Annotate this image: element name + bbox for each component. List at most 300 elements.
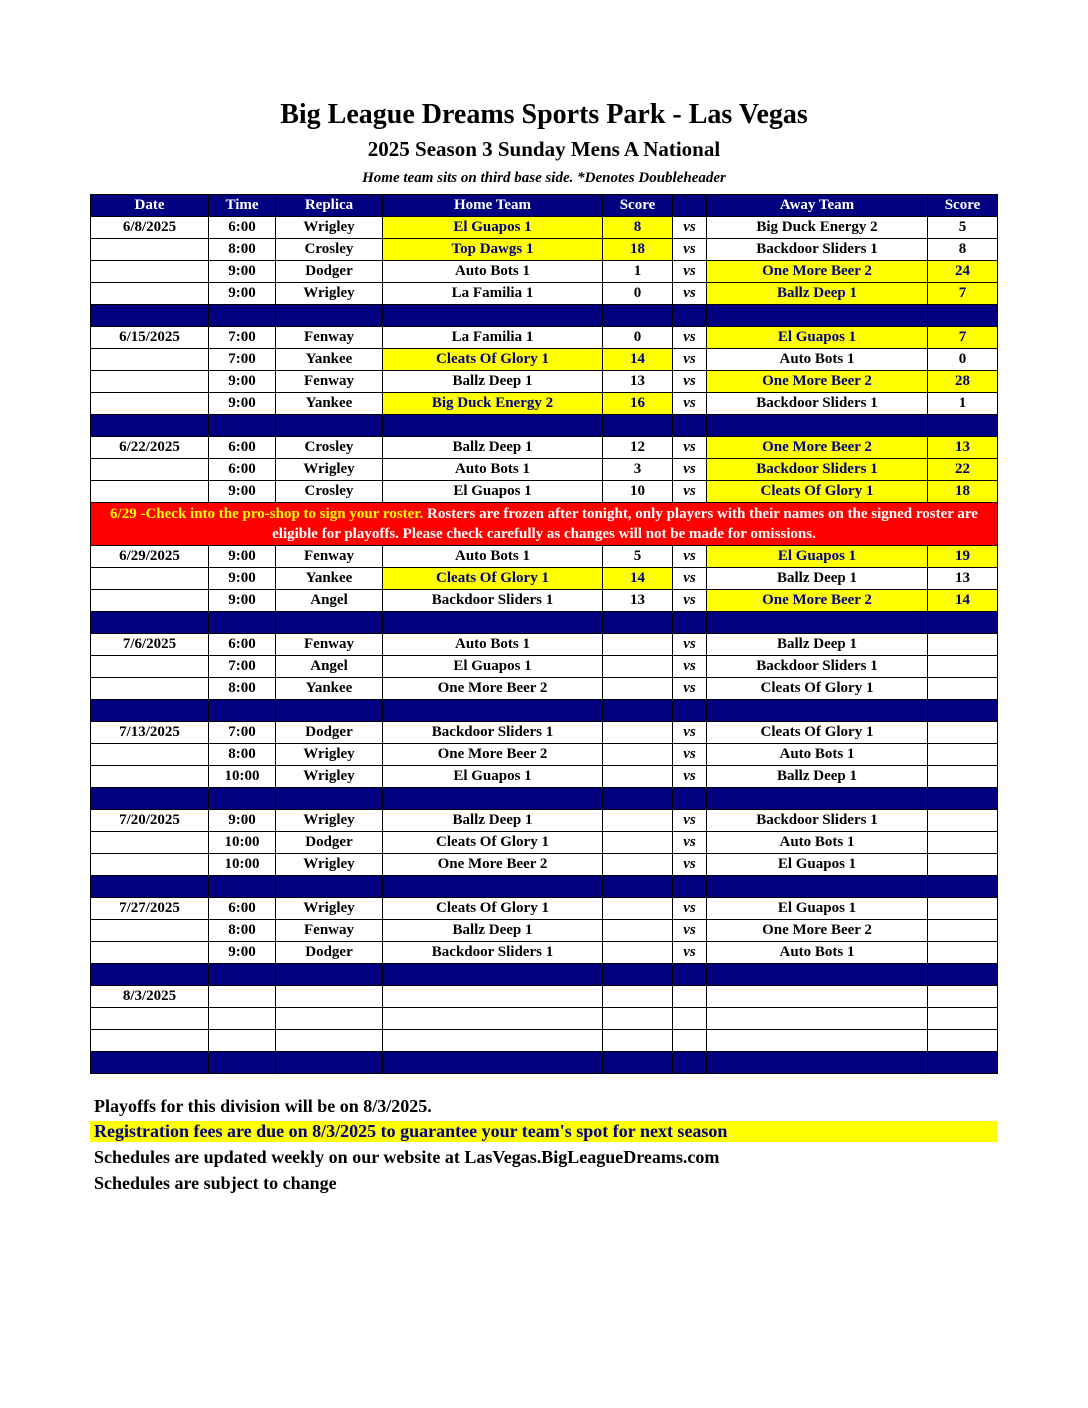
separator-cell xyxy=(383,1052,603,1074)
vs-label: vs xyxy=(673,656,707,678)
game-field: Yankee xyxy=(276,678,383,700)
game-row xyxy=(91,854,998,876)
home-score xyxy=(603,920,673,942)
game-date xyxy=(91,481,209,503)
empty-cell xyxy=(276,1030,383,1052)
home-score: 14 xyxy=(603,568,673,590)
game-date xyxy=(91,1008,209,1030)
separator-cell xyxy=(707,788,928,810)
game-row xyxy=(91,832,998,854)
game-date xyxy=(91,920,209,942)
away-score: 1 xyxy=(928,393,998,415)
empty-cell xyxy=(928,1030,998,1052)
separator-cell xyxy=(673,1052,707,1074)
schedule-body xyxy=(91,217,998,1074)
game-row xyxy=(91,437,998,459)
separator-cell xyxy=(91,612,209,634)
empty-cell xyxy=(603,1008,673,1030)
separator-cell xyxy=(707,700,928,722)
game-row xyxy=(91,371,998,393)
game-row xyxy=(91,327,998,349)
game-date: 6/8/2025 xyxy=(91,217,209,239)
away-team: El Guapos 1 xyxy=(707,546,928,568)
separator-cell xyxy=(928,788,998,810)
away-team: Big Duck Energy 2 xyxy=(707,217,928,239)
away-team: One More Beer 2 xyxy=(707,920,928,942)
vs-label: vs xyxy=(673,920,707,942)
game-row xyxy=(91,920,998,942)
page-subtitle: 2025 Season 3 Sunday Mens A National xyxy=(367,137,721,161)
week-separator xyxy=(91,700,998,722)
home-team: La Familia 1 xyxy=(383,327,603,349)
home-team: Ballz Deep 1 xyxy=(383,371,603,393)
game-time: 7:00 xyxy=(209,349,276,371)
vs-label: vs xyxy=(673,854,707,876)
vs-label: vs xyxy=(673,568,707,590)
week-separator xyxy=(91,305,998,327)
game-time: 8:00 xyxy=(209,239,276,261)
game-time: 10:00 xyxy=(209,854,276,876)
empty-cell xyxy=(603,986,673,1008)
separator-cell xyxy=(91,305,209,327)
game-field: Wrigley xyxy=(276,810,383,832)
game-date: 6/29/2025 xyxy=(91,546,209,568)
empty-cell xyxy=(209,1030,276,1052)
home-team: La Familia 1 xyxy=(383,283,603,305)
home-team: One More Beer 2 xyxy=(383,854,603,876)
home-team: Auto Bots 1 xyxy=(383,634,603,656)
game-row xyxy=(91,261,998,283)
roster-notice-highlight: 6/29 -Check into the pro-shop to sign your roster. xyxy=(110,506,424,522)
home-score xyxy=(603,656,673,678)
separator-cell xyxy=(928,305,998,327)
away-team: Auto Bots 1 xyxy=(707,744,928,766)
separator-cell xyxy=(673,305,707,327)
game-time: 6:00 xyxy=(209,634,276,656)
away-score xyxy=(928,656,998,678)
game-date xyxy=(91,349,209,371)
separator-cell xyxy=(276,788,383,810)
game-time: 9:00 xyxy=(209,393,276,415)
game-field: Dodger xyxy=(276,832,383,854)
schedule-table xyxy=(90,194,998,1074)
away-score xyxy=(928,920,998,942)
vs-label: vs xyxy=(673,722,707,744)
vs-label: vs xyxy=(673,371,707,393)
header-date: Date xyxy=(91,195,209,217)
separator-cell xyxy=(209,305,276,327)
game-field: Crosley xyxy=(276,437,383,459)
home-score xyxy=(603,744,673,766)
page-title: Big League Dreams Sports Park - Las Vegas xyxy=(280,99,808,130)
separator-cell xyxy=(707,964,928,986)
game-row xyxy=(91,590,998,612)
away-score: 18 xyxy=(928,481,998,503)
away-team: El Guapos 1 xyxy=(707,327,928,349)
game-time: 9:00 xyxy=(209,371,276,393)
empty-cell xyxy=(383,1008,603,1030)
home-team: Cleats Of Glory 1 xyxy=(383,349,603,371)
game-date xyxy=(91,942,209,964)
game-field: Fenway xyxy=(276,371,383,393)
game-time: 8:00 xyxy=(209,920,276,942)
game-field: Fenway xyxy=(276,546,383,568)
home-team: El Guapos 1 xyxy=(383,481,603,503)
game-row xyxy=(91,898,998,920)
game-date xyxy=(91,656,209,678)
home-score xyxy=(603,832,673,854)
separator-cell xyxy=(673,612,707,634)
separator-cell xyxy=(276,964,383,986)
game-field: Fenway xyxy=(276,327,383,349)
away-score: 13 xyxy=(928,437,998,459)
away-score: 28 xyxy=(928,371,998,393)
away-team: Backdoor Sliders 1 xyxy=(707,239,928,261)
game-row xyxy=(91,942,998,964)
away-team: Backdoor Sliders 1 xyxy=(707,810,928,832)
away-score xyxy=(928,678,998,700)
empty-row xyxy=(91,1008,998,1030)
away-team: Auto Bots 1 xyxy=(707,942,928,964)
empty-cell xyxy=(209,1008,276,1030)
home-score xyxy=(603,634,673,656)
game-time: 8:00 xyxy=(209,678,276,700)
home-team: Cleats Of Glory 1 xyxy=(383,898,603,920)
header-replica: Replica xyxy=(276,195,383,217)
home-team: El Guapos 1 xyxy=(383,217,603,239)
footer-website: Schedules are updated weekly on our website at LasVegas.BigLeagueDreams.com xyxy=(94,1147,720,1167)
game-field: Fenway xyxy=(276,634,383,656)
home-score xyxy=(603,766,673,788)
game-field: Wrigley xyxy=(276,854,383,876)
away-team: One More Beer 2 xyxy=(707,261,928,283)
separator-cell xyxy=(603,1052,673,1074)
home-score: 5 xyxy=(603,546,673,568)
away-score: 19 xyxy=(928,546,998,568)
home-team: One More Beer 2 xyxy=(383,744,603,766)
away-team: Backdoor Sliders 1 xyxy=(707,459,928,481)
vs-label: vs xyxy=(673,942,707,964)
separator-cell xyxy=(209,415,276,437)
away-score xyxy=(928,810,998,832)
away-team: Cleats Of Glory 1 xyxy=(707,722,928,744)
away-score xyxy=(928,634,998,656)
game-time: 9:00 xyxy=(209,283,276,305)
game-date xyxy=(91,590,209,612)
week-separator xyxy=(91,1052,998,1074)
home-score xyxy=(603,898,673,920)
header-vs xyxy=(673,195,707,217)
separator-cell xyxy=(673,788,707,810)
empty-row xyxy=(91,986,998,1008)
separator-cell xyxy=(707,876,928,898)
separator-cell xyxy=(276,700,383,722)
game-date xyxy=(91,459,209,481)
away-score xyxy=(928,942,998,964)
separator-cell xyxy=(91,1052,209,1074)
separator-cell xyxy=(276,612,383,634)
separator-cell xyxy=(209,612,276,634)
game-date: 7/6/2025 xyxy=(91,634,209,656)
empty-cell xyxy=(603,1030,673,1052)
away-score: 14 xyxy=(928,590,998,612)
away-score: 24 xyxy=(928,261,998,283)
vs-label: vs xyxy=(673,393,707,415)
game-time: 6:00 xyxy=(209,437,276,459)
separator-cell xyxy=(707,612,928,634)
away-team: Auto Bots 1 xyxy=(707,349,928,371)
week-separator xyxy=(91,415,998,437)
separator-cell xyxy=(383,700,603,722)
away-score: 8 xyxy=(928,239,998,261)
away-team: One More Beer 2 xyxy=(707,371,928,393)
separator-cell xyxy=(383,305,603,327)
week-separator xyxy=(91,964,998,986)
game-date: 8/3/2025 xyxy=(91,986,209,1008)
separator-cell xyxy=(928,876,998,898)
separator-cell xyxy=(603,964,673,986)
separator-cell xyxy=(928,1052,998,1074)
vs-label: vs xyxy=(673,261,707,283)
home-team: Big Duck Energy 2 xyxy=(383,393,603,415)
game-field: Wrigley xyxy=(276,283,383,305)
game-field: Fenway xyxy=(276,920,383,942)
separator-cell xyxy=(91,788,209,810)
game-field: Dodger xyxy=(276,942,383,964)
away-team: Cleats Of Glory 1 xyxy=(707,481,928,503)
empty-cell xyxy=(707,986,928,1008)
away-score: 7 xyxy=(928,327,998,349)
game-date xyxy=(91,239,209,261)
separator-cell xyxy=(673,964,707,986)
separator-cell xyxy=(928,612,998,634)
game-row xyxy=(91,678,998,700)
game-field: Angel xyxy=(276,590,383,612)
separator-cell xyxy=(673,876,707,898)
away-team: El Guapos 1 xyxy=(707,854,928,876)
away-score xyxy=(928,722,998,744)
separator-cell xyxy=(276,1052,383,1074)
home-team: Ballz Deep 1 xyxy=(383,810,603,832)
away-team: Backdoor Sliders 1 xyxy=(707,656,928,678)
vs-label: vs xyxy=(673,546,707,568)
game-date: 7/20/2025 xyxy=(91,810,209,832)
game-field: Crosley xyxy=(276,481,383,503)
vs-label: vs xyxy=(673,678,707,700)
vs-label: vs xyxy=(673,459,707,481)
separator-cell xyxy=(91,415,209,437)
home-score: 0 xyxy=(603,327,673,349)
game-date xyxy=(91,1030,209,1052)
separator-cell xyxy=(209,964,276,986)
game-time: 7:00 xyxy=(209,327,276,349)
week-separator xyxy=(91,876,998,898)
game-row xyxy=(91,744,998,766)
game-field: Yankee xyxy=(276,349,383,371)
away-score: 5 xyxy=(928,217,998,239)
vs-label: vs xyxy=(673,744,707,766)
vs-label: vs xyxy=(673,634,707,656)
game-time: 7:00 xyxy=(209,722,276,744)
vs-label: vs xyxy=(673,217,707,239)
game-field: Angel xyxy=(276,656,383,678)
week-separator xyxy=(91,612,998,634)
home-team: El Guapos 1 xyxy=(383,766,603,788)
separator-cell xyxy=(383,964,603,986)
game-date: 6/15/2025 xyxy=(91,327,209,349)
away-team: Cleats Of Glory 1 xyxy=(707,678,928,700)
empty-cell xyxy=(276,986,383,1008)
vs-label: vs xyxy=(673,898,707,920)
home-score: 8 xyxy=(603,217,673,239)
away-score xyxy=(928,832,998,854)
vs-label: vs xyxy=(673,810,707,832)
game-field: Yankee xyxy=(276,393,383,415)
separator-cell xyxy=(209,876,276,898)
home-score: 3 xyxy=(603,459,673,481)
away-score xyxy=(928,898,998,920)
roster-notice-row xyxy=(91,503,998,546)
game-field: Crosley xyxy=(276,239,383,261)
game-row xyxy=(91,217,998,239)
home-score: 16 xyxy=(603,393,673,415)
home-team: One More Beer 2 xyxy=(383,678,603,700)
game-date: 7/13/2025 xyxy=(91,722,209,744)
game-time: 10:00 xyxy=(209,766,276,788)
game-row xyxy=(91,546,998,568)
game-time: 10:00 xyxy=(209,832,276,854)
empty-cell xyxy=(707,1008,928,1030)
home-score: 14 xyxy=(603,349,673,371)
separator-cell xyxy=(383,612,603,634)
away-team: Auto Bots 1 xyxy=(707,832,928,854)
home-team: Backdoor Sliders 1 xyxy=(383,590,603,612)
game-row xyxy=(91,722,998,744)
game-time: 9:00 xyxy=(209,568,276,590)
game-field: Dodger xyxy=(276,722,383,744)
roster-notice-text: Rosters are frozen after tonight, only players with their names on the signed roster are eligible for playoffs. Please check carefully as changes will not be made for omissions. xyxy=(272,506,978,542)
game-field: Wrigley xyxy=(276,217,383,239)
separator-cell xyxy=(383,415,603,437)
game-date xyxy=(91,854,209,876)
empty-cell xyxy=(928,1008,998,1030)
game-row xyxy=(91,810,998,832)
game-date xyxy=(91,832,209,854)
separator-cell xyxy=(91,700,209,722)
home-team: Ballz Deep 1 xyxy=(383,920,603,942)
game-field: Wrigley xyxy=(276,744,383,766)
separator-cell xyxy=(707,305,928,327)
separator-cell xyxy=(928,964,998,986)
footer-playoffs: Playoffs for this division will be on 8/3/2025. xyxy=(94,1096,432,1116)
empty-cell xyxy=(673,986,707,1008)
separator-cell xyxy=(276,876,383,898)
game-time: 9:00 xyxy=(209,481,276,503)
home-team: Top Dawgs 1 xyxy=(383,239,603,261)
away-score xyxy=(928,744,998,766)
game-field: Dodger xyxy=(276,261,383,283)
game-date xyxy=(91,766,209,788)
vs-label: vs xyxy=(673,239,707,261)
empty-cell xyxy=(928,986,998,1008)
game-row xyxy=(91,766,998,788)
separator-cell xyxy=(209,700,276,722)
game-date: 6/22/2025 xyxy=(91,437,209,459)
home-score: 13 xyxy=(603,590,673,612)
home-team: Cleats Of Glory 1 xyxy=(383,832,603,854)
away-score: 7 xyxy=(928,283,998,305)
away-team: Ballz Deep 1 xyxy=(707,568,928,590)
home-team: Backdoor Sliders 1 xyxy=(383,722,603,744)
game-time: 8:00 xyxy=(209,744,276,766)
separator-cell xyxy=(603,700,673,722)
separator-cell xyxy=(603,305,673,327)
game-row xyxy=(91,481,998,503)
away-score: 13 xyxy=(928,568,998,590)
game-time: 9:00 xyxy=(209,261,276,283)
game-row xyxy=(91,656,998,678)
home-score: 0 xyxy=(603,283,673,305)
empty-cell xyxy=(707,1030,928,1052)
home-team: Auto Bots 1 xyxy=(383,261,603,283)
footer-subject: Schedules are subject to change xyxy=(94,1173,337,1193)
game-time: 7:00 xyxy=(209,656,276,678)
game-time: 9:00 xyxy=(209,942,276,964)
header-time: Time xyxy=(209,195,276,217)
game-field: Wrigley xyxy=(276,766,383,788)
separator-cell xyxy=(91,964,209,986)
empty-cell xyxy=(383,986,603,1008)
empty-cell xyxy=(209,986,276,1008)
separator-cell xyxy=(928,700,998,722)
home-team: Cleats Of Glory 1 xyxy=(383,568,603,590)
game-row xyxy=(91,634,998,656)
away-team: El Guapos 1 xyxy=(707,898,928,920)
vs-label: vs xyxy=(673,481,707,503)
home-score xyxy=(603,810,673,832)
week-separator xyxy=(91,788,998,810)
away-score: 22 xyxy=(928,459,998,481)
game-time: 9:00 xyxy=(209,810,276,832)
home-team: El Guapos 1 xyxy=(383,656,603,678)
game-date xyxy=(91,261,209,283)
home-score: 10 xyxy=(603,481,673,503)
separator-cell xyxy=(603,415,673,437)
vs-label: vs xyxy=(673,590,707,612)
vs-label: vs xyxy=(673,283,707,305)
game-date xyxy=(91,393,209,415)
game-date xyxy=(91,283,209,305)
header-home-score: Score xyxy=(603,195,673,217)
header-away-score: Score xyxy=(928,195,998,217)
game-date: 7/27/2025 xyxy=(91,898,209,920)
game-date xyxy=(91,568,209,590)
separator-cell xyxy=(91,876,209,898)
game-time: 6:00 xyxy=(209,217,276,239)
separator-cell xyxy=(928,415,998,437)
away-team: Ballz Deep 1 xyxy=(707,634,928,656)
empty-cell xyxy=(673,1030,707,1052)
away-team: Ballz Deep 1 xyxy=(707,283,928,305)
game-row xyxy=(91,283,998,305)
vs-label: vs xyxy=(673,437,707,459)
home-score xyxy=(603,854,673,876)
separator-cell xyxy=(276,305,383,327)
vs-label: vs xyxy=(673,327,707,349)
home-team: Auto Bots 1 xyxy=(383,546,603,568)
home-score: 13 xyxy=(603,371,673,393)
away-score xyxy=(928,854,998,876)
